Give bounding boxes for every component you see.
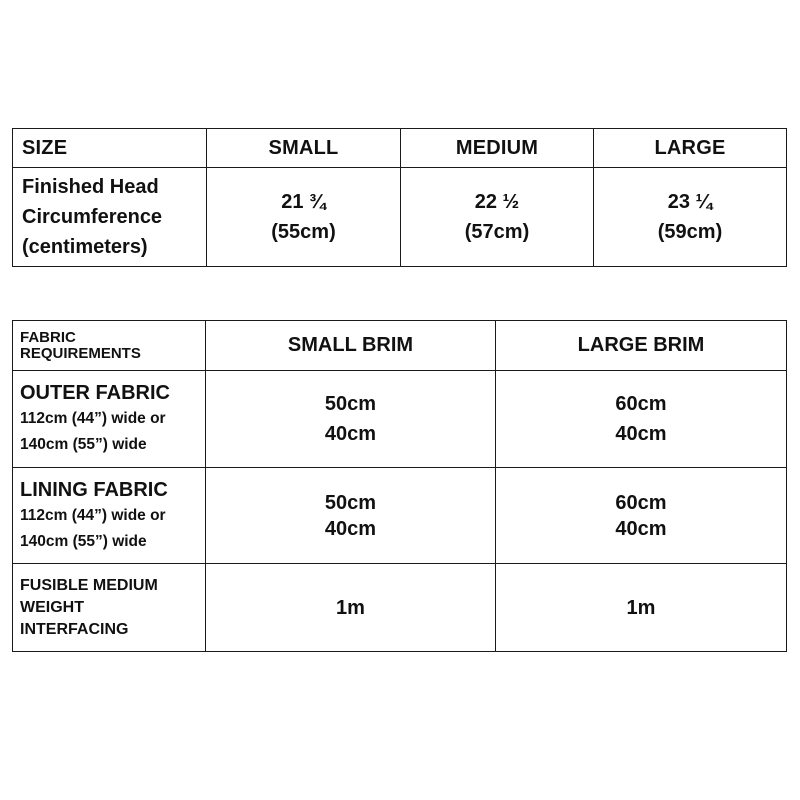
outer-small-brim-cell bbox=[206, 371, 496, 468]
size-header-row bbox=[13, 129, 787, 168]
outer-large-brim-value: 60cm bbox=[615, 393, 667, 415]
row-label-line: Circumference bbox=[22, 206, 163, 228]
interfacing-label-line: WEIGHT bbox=[20, 598, 84, 616]
lining-small-brim-cell bbox=[206, 468, 496, 564]
size-table bbox=[12, 128, 787, 267]
fabric-header-row bbox=[13, 321, 787, 371]
large-value-cell bbox=[594, 168, 787, 267]
small-header-cell bbox=[207, 129, 401, 168]
fabric-header-label-cell bbox=[13, 321, 206, 371]
lining-fabric-label-cell bbox=[13, 468, 206, 564]
small-brim-header-cell bbox=[206, 321, 496, 371]
interfacing-label-cell bbox=[13, 564, 206, 652]
head-circumference-row bbox=[13, 168, 787, 267]
outer-fabric-row bbox=[13, 371, 787, 468]
small-brim-header: SMALL BRIM bbox=[287, 334, 414, 356]
medium-value-cell bbox=[401, 168, 594, 267]
head-circumference-label-cell bbox=[13, 168, 207, 267]
lining-large-brim-value: 40cm bbox=[615, 517, 667, 540]
small-cm-value: (55cm) bbox=[271, 221, 336, 243]
lining-large-brim-cell bbox=[496, 468, 787, 564]
outer-fabric-title: OUTER FABRIC bbox=[20, 382, 170, 404]
fabric-header-label-line: FABRIC bbox=[20, 328, 76, 346]
small-inches-value: 21 ¾ bbox=[281, 191, 326, 213]
interfacing-small-brim-cell bbox=[206, 564, 496, 652]
fabric-requirements-table bbox=[12, 320, 787, 652]
interfacing-label-line: FUSIBLE MEDIUM bbox=[20, 576, 158, 594]
interfacing-large-brim-value: 1m bbox=[626, 596, 656, 619]
row-label-line: (centimeters) bbox=[22, 236, 148, 258]
medium-header-label: MEDIUM bbox=[455, 136, 539, 159]
large-cm-value: (59cm) bbox=[657, 221, 723, 243]
lining-fabric-width-line: 140cm (55”) wide bbox=[20, 532, 147, 550]
interfacing-large-brim-cell bbox=[496, 564, 787, 652]
outer-large-brim-cell bbox=[496, 371, 787, 468]
lining-fabric-row bbox=[13, 468, 787, 564]
outer-large-brim-value: 40cm bbox=[615, 423, 667, 445]
size-header-cell bbox=[13, 129, 207, 168]
lining-large-brim-value: 60cm bbox=[615, 491, 667, 514]
large-brim-header: LARGE BRIM bbox=[577, 334, 705, 356]
outer-small-brim-value: 50cm bbox=[324, 393, 377, 415]
large-inches-value: 23 ¼ bbox=[667, 191, 713, 213]
size-header-label: SIZE bbox=[22, 136, 68, 159]
lining-small-brim-value: 50cm bbox=[324, 491, 377, 514]
small-value-cell bbox=[207, 168, 401, 267]
large-header-cell bbox=[594, 129, 787, 168]
outer-fabric-width-line: 112cm (44”) wide or bbox=[20, 410, 166, 427]
interfacing-small-brim-value: 1m bbox=[336, 596, 365, 619]
row-label-line: Finished Head bbox=[22, 176, 159, 198]
medium-cm-value: (57cm) bbox=[464, 221, 530, 243]
outer-fabric-label-cell bbox=[13, 371, 206, 468]
outer-fabric-width-line: 140cm (55”) wide bbox=[20, 436, 147, 453]
interfacing-row bbox=[13, 564, 787, 652]
fabric-header-label-line: REQUIREMENTS bbox=[20, 344, 141, 362]
lining-small-brim-value: 40cm bbox=[324, 517, 377, 540]
large-brim-header-cell bbox=[496, 321, 787, 371]
lining-fabric-width-line: 112cm (44”) wide or bbox=[20, 506, 166, 524]
interfacing-label-line: INTERFACING bbox=[20, 620, 129, 638]
medium-inches-value: 22 ½ bbox=[474, 191, 520, 213]
outer-small-brim-value: 40cm bbox=[324, 423, 377, 445]
small-header-label: SMALL bbox=[268, 136, 339, 159]
lining-fabric-title: LINING FABRIC bbox=[20, 478, 168, 501]
medium-header-cell bbox=[401, 129, 594, 168]
large-header-label: LARGE bbox=[654, 136, 726, 159]
